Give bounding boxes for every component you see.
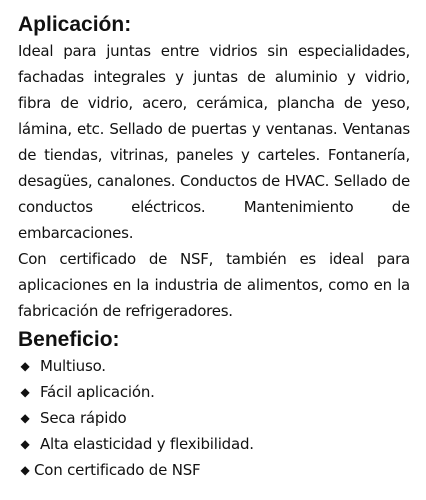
benefit-text: Con certificado de NSF bbox=[34, 461, 201, 479]
benefit-item bbox=[18, 379, 410, 405]
benefit-item bbox=[18, 405, 410, 431]
diamond-bullet-icon: ◆ bbox=[20, 463, 30, 477]
benefit-text: Alta elasticidad y flexibilidad. bbox=[40, 435, 254, 453]
application-heading: Aplicación: bbox=[18, 13, 132, 36]
benefit-text: Multiuso. bbox=[40, 357, 106, 375]
application-paragraph-1: Ideal para juntas entre vidrios sin especialidades, fachadas integrales y juntas de aluminio y vidrio, fibra de vidrio, acero, cerámica, plancha de yeso, lámina, etc. Sellado de puertas y ventanas. Ventanas de tiendas, vitrinas, paneles y carteles. Fontanería, desagües, canalones. Conductos de HVAC. Sellado de conductos eléctricos. Mantenimiento de embarcaciones. bbox=[18, 42, 410, 242]
benefit-text: Seca rápido bbox=[40, 409, 127, 427]
benefits-heading: Beneficio: bbox=[18, 328, 120, 351]
benefit-item bbox=[18, 431, 410, 457]
diamond-bullet-icon: ◆ bbox=[20, 437, 30, 451]
document-page bbox=[18, 12, 410, 483]
benefit-text: Fácil aplicación. bbox=[40, 383, 155, 401]
diamond-bullet-icon: ◆ bbox=[20, 411, 30, 425]
benefit-item bbox=[18, 353, 410, 379]
diamond-bullet-icon: ◆ bbox=[20, 359, 30, 373]
diamond-bullet-icon: ◆ bbox=[20, 385, 30, 399]
benefit-item bbox=[18, 457, 410, 483]
benefits-list bbox=[18, 353, 410, 483]
application-paragraph-2: Con certificado de NSF, también es ideal para aplicaciones en la industria de alimentos, como en la fabricación de refrigeradores. bbox=[18, 250, 410, 320]
